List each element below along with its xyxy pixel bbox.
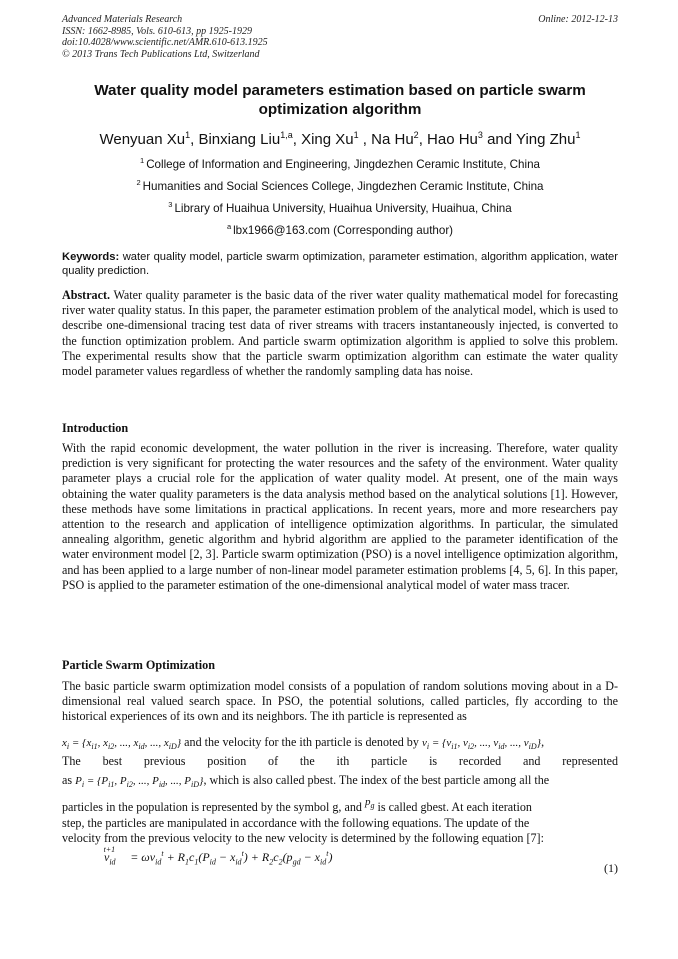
velocity-vector-formula: $v_i = \{v_{i1}$, $v_{i2}$, ..., $v_{id}$, ..., $v_{iD}$} (421, 737, 542, 752)
affiliation: $^2$ Humanities and Social Sciences College, Jingdezhen Ceramic Institute, China (136, 178, 544, 193)
pso-line-gbest: particles in the population is represented by the symbol g, and $p_g$ is called gbest. At each iteration (62, 796, 532, 814)
author-list: Wenyuan Xu$^1$, Binxiang Liu$^{1,a}$, Xing Xu$^1$ , Na Hu$^2$, Hao Hu$^3$ and Ying Zhu$^1$ (99, 130, 581, 148)
author: Binxiang Liu (198, 131, 281, 148)
journal-header (62, 14, 618, 60)
position-vector-formula: $x_i = \{x_{i1}$, $x_{i2}$, ..., $x_{id}$, ..., $x_{iD}$} (62, 737, 182, 752)
gbest-symbol: $p_g$ (364, 796, 375, 811)
online-date: Online: 2012-12-13 (538, 14, 618, 25)
author: Ying Zhu (516, 131, 576, 148)
author-sup: 1 (575, 130, 581, 140)
author-sup: 1 (353, 130, 359, 140)
author: Hao Hu (427, 131, 478, 148)
author-sup: 2 (413, 130, 419, 140)
author-sup: 1 (185, 130, 191, 140)
section-heading-introduction: Introduction (62, 421, 129, 435)
abstract-text: Water quality parameter is the basic data of the river water quality mathematical model for forecasting river water quality status. In this paper, the parameter estimation problem of the analytical model, which is used to describe one-dimensional tracing test data of river streams with tracers instantaneously injected, is converted to the function optimization problem. And particle swarm optimization algorithm is applied to solve this problem. The experimental results show that the particle swarm optimization algorithm can estimate the water quality model parameter values regardless of whether the randomly sampling data has noise. (62, 288, 619, 379)
introduction-text: With the rapid economic development, the water pollution in the river is increasing. Therefore, water quality prediction is very significant for protecting the water resources and the safety of the environment. Water quality parameter plays a crucial role for the application of water quality model. At present, one of the main ways obtaining the water quality parameters is the data analysis method based on the analytical solutions [1]. However, these methods have some limitations in practical applications. In recent years, more and more researchers pay attention to the research and application of intelligence optimization algorithms. In particular, the simulated annealing algorithm, genetic algorithm and hybrid algorithm are applied to the parameter identification of the water environment model [2, 3]. Particle swarm optimization (PSO) is a novel intelligence optimization algorithm, and has been applied to a large number of non-linear model parameter estimation problems [4, 5, 6]. In this paper, PSO is applied to the parameter estimation of the one-dimensional analytical model of water mass tracer. (62, 441, 618, 592)
paper-title: Water quality model parameters estimation based on particle swarm optimization algorithm (94, 82, 586, 118)
affiliation: $^1$ College of Information and Engineering, Jingdezhen Ceramic Institute, China (140, 156, 540, 171)
journal-issn: ISSN: 1662-8985, Vols. 610-613, pp 1925-1929 (62, 25, 252, 37)
pso-line-best: The best previous position of the ith particle is recorded and represented (62, 754, 618, 768)
pso-line-step: step, the particles are manipulated in accordance with the following equations. The update of the (62, 816, 530, 830)
pbest-formula: $P_i = \{P_{i1}$, $P_{i2}$, ..., $P_{id}$, ..., $P_{iD}$} (75, 775, 204, 790)
section-heading-pso: Particle Swarm Optimization (62, 658, 215, 672)
pso-line-pbest: as $P_i = \{P_{i1}$, $P_{i2}$, ..., $P_{id}$, ..., $P_{iD}$}, which is also called pbest. The index of the best particle among all the (62, 773, 550, 790)
journal-copyright: © 2013 Trans Tech Publications Ltd, Switzerland (62, 48, 260, 60)
author: Na Hu (371, 131, 414, 148)
keywords (62, 251, 618, 278)
author-sup: 3 (477, 130, 483, 140)
affiliation: $^3$ Library of Huaihua University, Huaihua University, Huaihua, China (168, 200, 512, 215)
journal-doi: doi:10.4028/www.scientific.net/AMR.610-613.1925 (62, 37, 268, 48)
abstract (62, 288, 618, 379)
velocity-update-equation: $v_{id}^{t+1} = \omega v_{id}^t + R_1c_1(P_{id} - x_{id}^t) + R_2c_2(p_{gd} - x_{id}^t)$ (103, 845, 333, 867)
keywords-text: water quality model, particle swarm optimization, parameter estimation, algorithm application, water quality prediction. (62, 251, 618, 277)
abstract-label: Abstract. (62, 288, 111, 302)
pso-line-particle: $x_i = \{x_{i1}$, $x_{i2}$, ..., $x_{id}$, ..., $x_{iD}$} and the velocity for the ith particle is denoted by $v_i = \{v_{i1}$, $v_{i2}$, ..., $v_{id}$, ..., $v_{iD}$}, (62, 735, 545, 752)
author: Xing Xu (301, 131, 354, 148)
equation-number: (1) (604, 861, 618, 875)
pso-line-velocity: velocity from the previous velocity to the new velocity is determined by the following equation [7]: (62, 831, 544, 845)
author: Wenyuan Xu (99, 131, 186, 148)
pso-paragraph: The basic particle swarm optimization model consists of a population of random solutions moving about in a D-dimensional real valued search space. In PSO, the potential solutions, called particles, fly according to the historical experiences of its own and its neighbors. The ith particle is represented as (62, 679, 618, 724)
corresponding-email: $^a$ lbx1966@163.com (Corresponding author) (226, 222, 454, 237)
author-sup: 1,a (280, 130, 293, 140)
journal-name: Advanced Materials Research (62, 14, 183, 25)
keywords-label: Keywords: (62, 251, 120, 263)
